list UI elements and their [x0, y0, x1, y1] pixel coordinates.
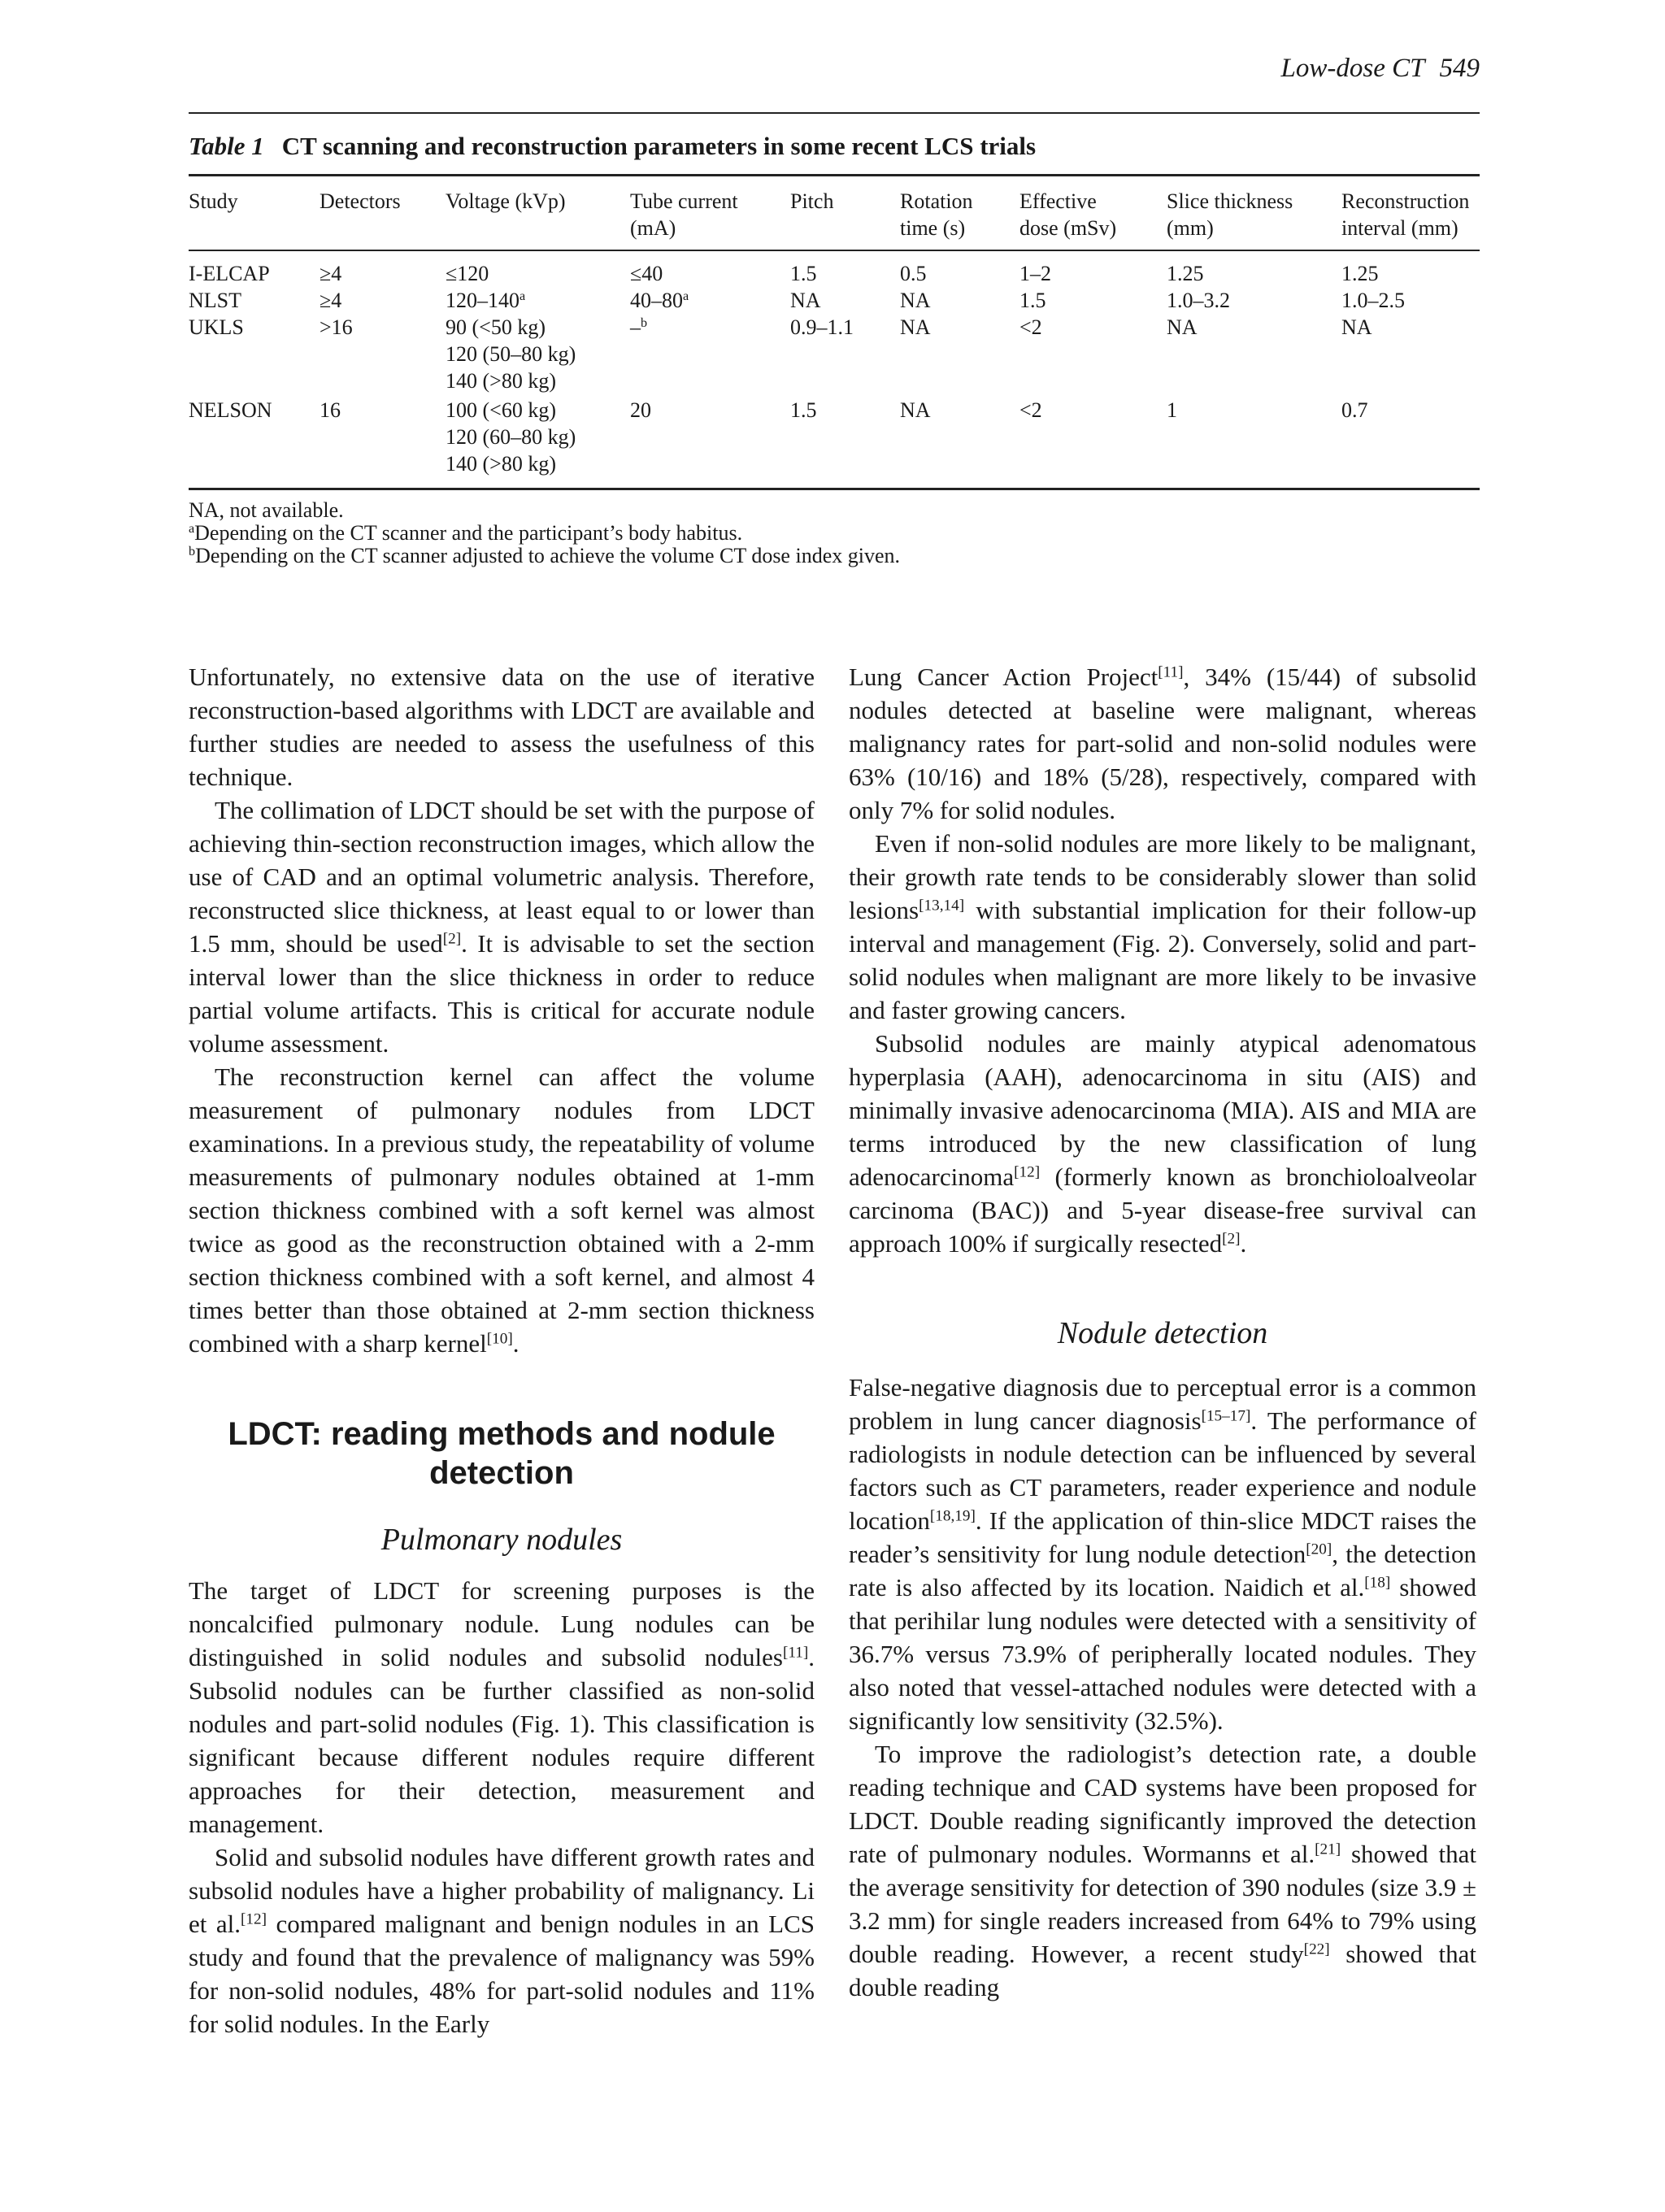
footnote-a-marker: a: [189, 522, 195, 537]
citation: [20]: [1306, 1541, 1332, 1558]
cell-voltage-line: 140 (>80 kg): [446, 452, 556, 476]
cell-voltage-line: 100 (<60 kg): [446, 398, 556, 422]
cell-detectors: ≥4: [320, 289, 342, 312]
citation: [2]: [1222, 1230, 1241, 1248]
subhead-nodule-detection: Nodule detection: [1057, 1316, 1268, 1350]
section-title: LDCT: reading methods and nodule detection: [228, 1416, 776, 1491]
cell-slice: 1.0–3.2: [1167, 289, 1230, 312]
citation: [18,19]: [929, 1507, 976, 1525]
paragraph: [189, 1574, 815, 1840]
paragraph: [849, 660, 1476, 827]
cell-voltage-line: 90 (<50 kg): [446, 315, 546, 339]
cell-rotation: NA: [900, 315, 931, 339]
header-interval-line1: Reconstruction: [1341, 189, 1470, 213]
table-header-rule: [189, 250, 1480, 251]
citation: [2]: [442, 930, 462, 948]
cell-interval: 1.25: [1341, 262, 1379, 285]
paragraph: [189, 793, 815, 1060]
cell-interval: NA: [1341, 315, 1372, 339]
paragraph: [849, 1737, 1476, 2004]
paragraph: [189, 660, 815, 793]
paragraph-text: showed that perihilar lung nodules were detected with a sensitivity of 36.7% versus 73.9% of peripherally located nodules. They also noted that vessel-attached nodules were detected with a significantly low sensitivity (32.5%).: [849, 1573, 1476, 1735]
cell-current: [630, 314, 647, 341]
cell-study: I-ELCAP: [189, 262, 270, 285]
right-column-bottom: [849, 1371, 1476, 2004]
cell-interval: 0.7: [1341, 398, 1368, 422]
table-label: Table 1: [189, 132, 264, 160]
header-slice-line1: Slice thickness: [1167, 189, 1293, 213]
cell-pitch: 1.5: [790, 398, 817, 422]
cell-detectors: >16: [320, 315, 353, 339]
page-number: 549: [1439, 54, 1480, 83]
paragraph: [849, 1371, 1476, 1737]
right-column-top: [849, 660, 1476, 1260]
footnote-marker: a: [519, 289, 526, 304]
table-top-rule: [189, 174, 1480, 176]
paragraph-text: , 34% (15/44) of subsolid nodules detected at baseline were malignant, whereas malignancy rates for part-solid and non-solid nodules were 63% (10/16) and 18% (5/28), respectively, compared with only 7% for solid nodules.: [849, 663, 1476, 824]
paragraph-text: The reconstruction kernel can affect the volume measurement of pulmonary nodules from LDCT examinations. In a previous study, the repeatability of volume measurements of pulmonary nodules obtained at 1-mm section thickness combined with a soft kernel was almost twice as good as the reconstruction obtained with a 2-mm section thickness combined with a soft kernel, and almost 4 times better than those obtained at 2-mm section thickness combined with a sharp kernel: [189, 1063, 815, 1358]
cell-pitch: 1.5: [790, 262, 817, 285]
footnote-marker: b: [641, 316, 648, 331]
paragraph-text: The target of LDCT for screening purposes is the noncalcified pulmonary nodule. Lung nodules can be distinguished in solid nodules and subsolid nodules: [189, 1576, 815, 1671]
footnote-na: NA, not available.: [189, 498, 344, 522]
header-pitch: Pitch: [790, 189, 834, 213]
footnote-marker: a: [683, 289, 689, 304]
cell-slice: 1: [1167, 398, 1177, 422]
paragraph-text: .: [1240, 1229, 1247, 1258]
running-head-title: Low-dose CT: [1280, 54, 1425, 83]
header-dose-line1: Effective: [1019, 189, 1097, 213]
cell-slice: 1.25: [1167, 262, 1204, 285]
footnote-b: [189, 545, 900, 567]
paragraph-text: To improve the radiologist’s detection rate, a double reading technique and CAD systems have been proposed for LDCT. Double reading significantly improved the detection rate of pulmonary nodules. Wormanns et al.: [849, 1740, 1476, 1868]
cell-current-value: 40–80: [630, 289, 683, 312]
cell-interval: 1.0–2.5: [1341, 289, 1405, 312]
cell-voltage-line: 120 (50–80 kg): [446, 342, 576, 366]
cell-voltage-line: 140 (>80 kg): [446, 369, 556, 393]
paragraph-text: showed that the average sensitivity for detection of 390 nodules (size 3.9 ± 3.2 mm) for single readers increased from 64% to 79% using double reading. However, a recent study: [849, 1840, 1476, 1968]
footnote-a-text: Depending on the CT scanner and the participant’s body habitus.: [194, 521, 743, 545]
cell-dose: 1–2: [1019, 262, 1051, 285]
cell-dose: <2: [1019, 398, 1042, 422]
left-column-top: [189, 660, 815, 1360]
header-rotation: [900, 188, 973, 241]
header-rotation-line1: Rotation: [900, 189, 973, 213]
paragraph: [849, 1027, 1476, 1260]
cell-dose: <2: [1019, 315, 1042, 339]
cell-pitch: NA: [790, 289, 821, 312]
paragraph-text: Lung Cancer Action Project: [849, 663, 1159, 691]
header-detectors: Detectors: [320, 189, 401, 213]
cell-voltage: ≤120: [446, 262, 489, 285]
header-slice: [1167, 188, 1293, 241]
header-rule: [189, 112, 1480, 114]
cell-dose: 1.5: [1019, 289, 1046, 312]
footnote-a: [189, 522, 742, 545]
citation: [15–17]: [1201, 1407, 1251, 1425]
paragraph-text: . The performance of radiologists in nodule detection can be influenced by several factors such as CT parameters, reader experience and nodule location: [849, 1406, 1476, 1535]
header-tube-current-line1: Tube current: [630, 189, 738, 213]
paragraph-text: compared malignant and benign nodules in an LCS study and found that the prevalence of malignancy was 59% for non-solid nodules, 48% for part-solid nodules and 11% for solid nodules. In the Early: [189, 1910, 815, 2038]
running-head: [1281, 54, 1480, 84]
paragraph: [189, 1840, 815, 2040]
paragraph-text: . Subsolid nodules can be further classified as non-solid nodules and part-solid nodules (Fig. 1). This classification is significant because different nodules require different approaches for their detection, measurement and management.: [189, 1643, 815, 1838]
left-column-bottom: [189, 1574, 815, 2040]
paragraph-text: The collimation of LDCT should be set with the purpose of achieving thin-section reconstruction images, which allow the use of CAD and an optimal volumetric analysis. Therefore, reconstructed slice thickness, at least equal to or lower than 1.5 mm, should be used: [189, 796, 815, 958]
citation: [18]: [1364, 1574, 1391, 1592]
paragraph-text: , the detection rate is also affected by its location. Naidich et al.: [849, 1540, 1476, 1601]
paragraph: [189, 1060, 815, 1360]
citation: [13,14]: [919, 897, 965, 915]
citation: [10]: [486, 1330, 513, 1348]
cell-current: [630, 287, 689, 314]
cell-study: UKLS: [189, 315, 244, 339]
cell-voltage-line: 120 (60–80 kg): [446, 425, 576, 449]
paragraph-text: Unfortunately, no extensive data on the use of iterative reconstruction-based algorithms with LDCT are available and further studies are needed to assess the usefulness of this technique.: [189, 663, 815, 791]
header-voltage: Voltage (kVp): [446, 189, 566, 213]
footnote-b-text: Depending on the CT scanner adjusted to achieve the volume CT dose index given.: [195, 544, 900, 567]
cell-detectors: ≥4: [320, 262, 342, 285]
paragraph-text: (formerly known as bronchioloalveolar carcinoma (BAC)) and 5-year disease-free survival can approach 100% if surgically resected: [849, 1162, 1476, 1258]
citation: [21]: [1315, 1840, 1341, 1858]
cell-current: ≤40: [630, 262, 663, 285]
paragraph-text: showed that double reading: [849, 1940, 1476, 2001]
subhead-pulmonary-nodules: Pulmonary nodules: [380, 1523, 623, 1557]
cell-voltage: [446, 314, 576, 394]
cell-slice: NA: [1167, 315, 1198, 339]
header-interval-line2: interval (mm): [1341, 216, 1459, 240]
cell-rotation: NA: [900, 289, 931, 312]
cell-current: 20: [630, 398, 651, 422]
cell-voltage: [446, 287, 525, 314]
paragraph-text: . It is advisable to set the section interval lower than the slice thickness in order to reduce partial volume artifacts. This is critical for accurate nodule volume assessment.: [189, 929, 815, 1058]
cell-current-value: –: [630, 315, 641, 339]
citation: [11]: [782, 1644, 809, 1662]
header-rotation-line2: time (s): [900, 216, 966, 240]
paragraph-text: . If the application of thin-slice MDCT raises the reader’s sensitivity for lung nodule detection: [849, 1506, 1476, 1568]
paragraph-text: with substantial implication for their follow-up interval and management (Fig. 2). Conversely, solid and part-solid nodules when malignant are more likely to be invasive and faster growing cancers.: [849, 896, 1476, 1024]
cell-study: NLST: [189, 289, 241, 312]
cell-rotation: 0.5: [900, 262, 927, 285]
paragraph-text: False-negative diagnosis due to perceptual error is a common problem in lung cancer diagnosis: [849, 1373, 1476, 1435]
cell-rotation: NA: [900, 398, 931, 422]
paragraph: [849, 827, 1476, 1027]
header-dose-line2: dose (mSv): [1019, 216, 1117, 240]
cell-pitch: 0.9–1.1: [790, 315, 854, 339]
paragraph-text: Subsolid nodules are mainly atypical adenomatous hyperplasia (AAH), adenocarcinoma in situ (AIS) and minimally invasive adenocarcinoma (MIA). AIS and MIA are terms introduced by the new classification of lung adenocarcinoma: [849, 1029, 1476, 1191]
header-slice-line2: (mm): [1167, 216, 1214, 240]
table-title: CT scanning and reconstruction parameters in some recent LCS trials: [281, 132, 1037, 160]
header-interval: [1341, 188, 1469, 241]
citation: [22]: [1303, 1940, 1330, 1958]
cell-voltage-value: 120–140: [446, 289, 519, 312]
table-bottom-rule: [189, 488, 1480, 490]
header-tube-current-line2: (mA): [630, 216, 676, 240]
footnote-b-marker: b: [189, 545, 196, 559]
citation: [12]: [241, 1910, 267, 1928]
cell-voltage: [446, 397, 576, 477]
header-study: Study: [189, 189, 238, 213]
citation: [12]: [1014, 1163, 1041, 1181]
paragraph-text: Solid and subsolid nodules have different growth rates and subsolid nodules have a higher probability of malignancy. Li et al.: [189, 1843, 815, 1938]
header-tube-current: [630, 188, 738, 241]
paragraph-text: Even if non-solid nodules are more likely to be malignant, their growth rate tends to be considerably slower than solid lesions: [849, 829, 1476, 924]
paragraph-text: .: [512, 1329, 519, 1358]
citation: [11]: [1158, 663, 1184, 681]
cell-detectors: 16: [320, 398, 341, 422]
header-dose: [1019, 188, 1116, 241]
table-caption: [189, 132, 1036, 161]
cell-study: NELSON: [189, 398, 272, 422]
